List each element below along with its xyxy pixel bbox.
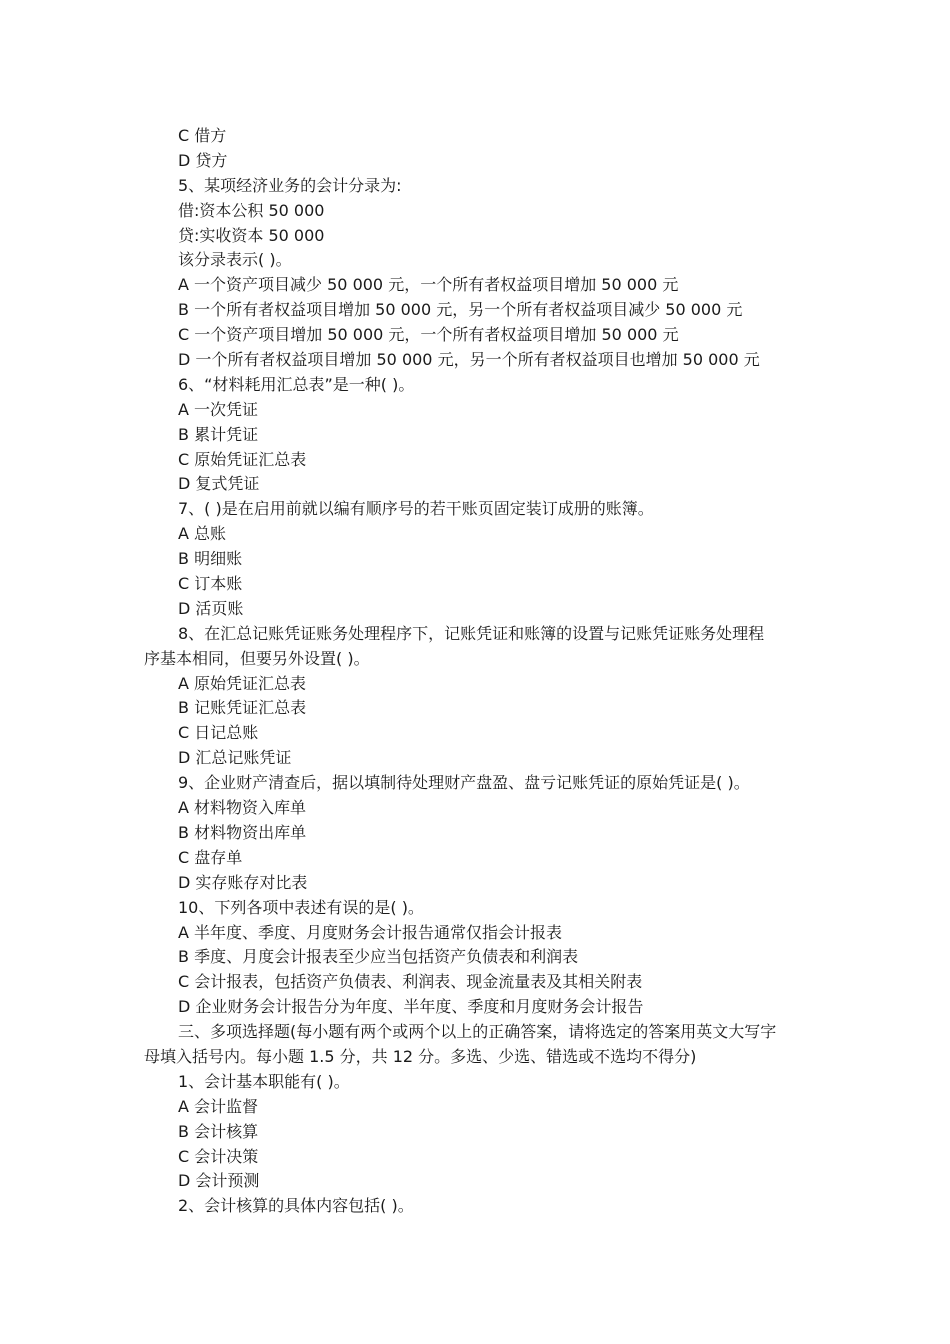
question-line: 9、企业财产清查后，据以填制待处理财产盘盈、盘亏记账凭证的原始凭证是( )。 — [178, 773, 750, 793]
text-line: D 实存账存对比表 — [178, 872, 308, 892]
text-line: B 会计核算 — [178, 1121, 259, 1141]
question-line: 7、( )是在启用前就以编有顺序号的若干账页固定装订成册的账簿。 — [178, 499, 654, 519]
text-line: B 材料物资出库单 — [178, 822, 307, 842]
text-line: B 明细账 — [178, 549, 243, 569]
text-line: B 一个所有者权益项目增加 50 000 元，另一个所有者权益项目减少 50 000 元 — [178, 300, 743, 320]
text-line: A 材料物资入库单 — [178, 798, 307, 818]
text-line: 贷:实收资本 50 000 — [178, 225, 325, 245]
text-line: A 会计监督 — [178, 1096, 259, 1116]
text-line: D 会计预测 — [178, 1171, 260, 1191]
text-line: B 记账凭证汇总表 — [178, 698, 307, 718]
text-line: C 订本账 — [178, 574, 243, 594]
text-line: D 汇总记账凭证 — [178, 748, 292, 768]
question-line: 2、会计核算的具体内容包括( )。 — [178, 1196, 414, 1216]
document-page — [144, 124, 814, 1219]
text-line: 该分录表示( )。 — [178, 250, 292, 270]
text-line: 序基本相同，但要另外设置( )。 — [144, 648, 370, 668]
question-line: 10、下列各项中表述有误的是( )。 — [178, 897, 424, 917]
question-line: 1、会计基本职能有( )。 — [178, 1071, 350, 1091]
text-line: C 会计报表，包括资产负债表、利润表、现金流量表及其相关附表 — [178, 972, 643, 992]
text-line: A 原始凭证汇总表 — [178, 673, 307, 693]
text-line: D 复式凭证 — [178, 474, 260, 494]
text-line: C 原始凭证汇总表 — [178, 449, 307, 469]
question-line: 5、某项经济业务的会计分录为: — [178, 175, 402, 195]
text-line: D 一个所有者权益项目增加 50 000 元，另一个所有者权益项目也增加 50 000 元 — [178, 350, 760, 370]
text-line: C 盘存单 — [178, 847, 243, 867]
text-line: C 日记总账 — [178, 723, 259, 743]
section-heading: 三、多项选择题(每小题有两个或两个以上的正确答案，请将选定的答案用英文大写字 — [178, 1022, 777, 1042]
text-line: C 会计决策 — [178, 1146, 259, 1166]
text-line: D 贷方 — [178, 150, 228, 170]
text-line: 借:资本公积 50 000 — [178, 200, 325, 220]
question-line: 8、在汇总记账凭证账务处理程序下，记账凭证和账簿的设置与记账凭证账务处理程 — [178, 623, 765, 643]
text-line: A 一次凭证 — [178, 399, 259, 419]
text-line: A 半年度、季度、月度财务会计报告通常仅指会计报表 — [178, 922, 563, 942]
section-heading-continued: 母填入括号内。每小题 1.5 分，共 12 分。多选、少选、错选或不选均不得分) — [144, 1046, 697, 1066]
text-line: C 一个资产项目增加 50 000 元，一个所有者权益项目增加 50 000 元 — [178, 325, 679, 345]
text-line: A 总账 — [178, 524, 227, 544]
text-line: B 累计凭证 — [178, 424, 259, 444]
text-line: D 企业财务会计报告分为年度、半年度、季度和月度财务会计报告 — [178, 997, 644, 1017]
text-line: C 借方 — [178, 126, 227, 145]
text-line: D 活页账 — [178, 598, 244, 618]
text-line: A 一个资产项目减少 50 000 元，一个所有者权益项目增加 50 000 元 — [178, 275, 679, 295]
question-line: 6、“材料耗用汇总表”是一种( )。 — [178, 374, 415, 394]
text-line: B 季度、月度会计报表至少应当包括资产负债表和利润表 — [178, 947, 579, 967]
